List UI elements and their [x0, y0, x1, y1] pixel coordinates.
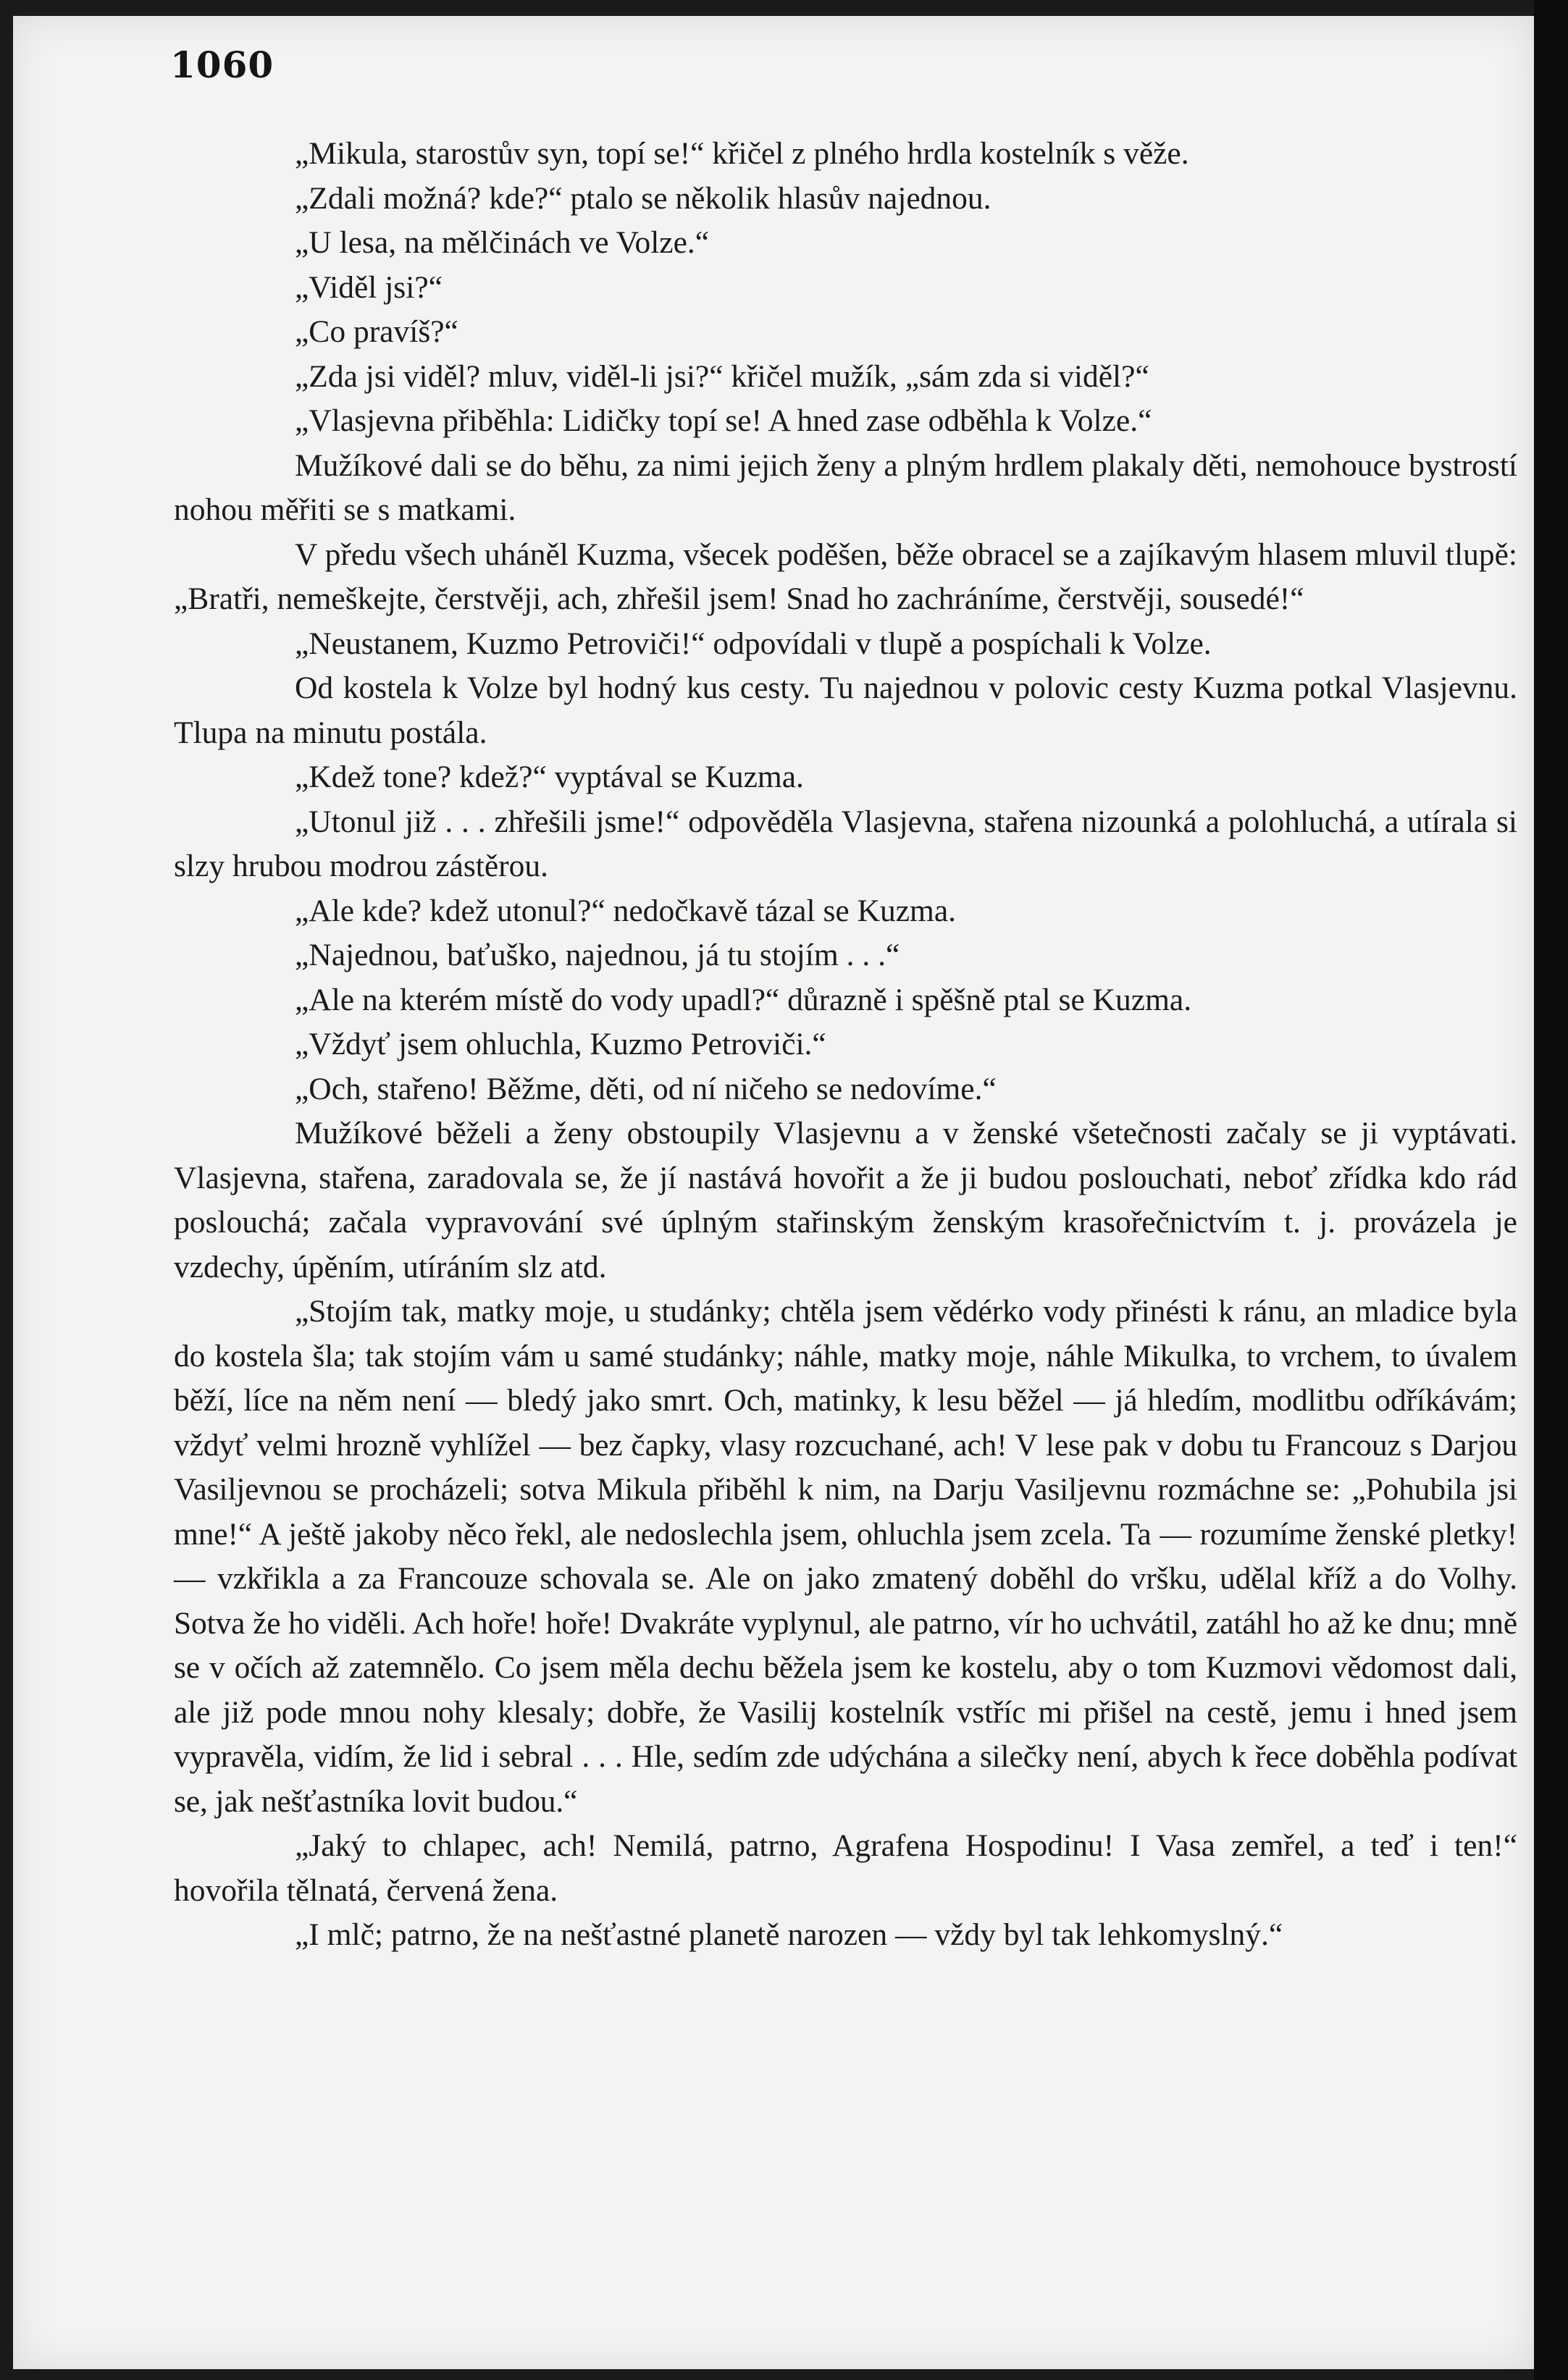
paragraph: „Najednou, baťuško, najednou, já tu stojím . . .“ — [295, 938, 900, 972]
body-text — [174, 132, 1517, 1958]
paragraph: „Och, stařeno! Běžme, děti, od ní ničeho se nedovíme.“ — [295, 1071, 997, 1106]
paragraph: „Vlasjevna přiběhla: Lidičky topí se! A hned zase odběhla k Volze.“ — [295, 403, 1152, 438]
paragraph: V předu všech uháněl Kuzma, všecek poděšen, běže obracel se a zajíkavým hlasem mluvil tlupě: „Bratři, nemeškejte, čerstvěji, ach, zhřešil jsem! Snad ho zachráníme, čerstvěji, sousedé!“ — [174, 537, 1517, 616]
book-page — [13, 16, 1534, 2369]
paragraph: „I mlč; patrno, že na nešťastné planetě narozen — vždy byl tak lehkomyslný.“ — [295, 1917, 1283, 1952]
paragraph: „Co pravíš?“ — [295, 314, 458, 349]
paragraph: „Jaký to chlapec, ach! Nemilá, patrno, Agrafena Hospodinu! I Vasa zemřel, a teď i ten!“ hovořila tělnatá, červená žena. — [174, 1828, 1517, 1908]
scan-edge-shadow — [1534, 0, 1568, 2380]
paragraph: Mužíkové běželi a ženy obstoupily Vlasjevnu a v ženské všetečnosti začaly se ji vyptávati. Vlasjevna, stařena, zaradovala se, že jí nastává hovořit a že ji budou poslouchati, neboť zřídka kdo rád poslouchá; začala vypravování své úplným stařinským ženským krasořečnictvím t. j. provázela je vzdechy, úpěním, utíráním slz atd. — [174, 1116, 1517, 1284]
paragraph: „Viděl jsi?“ — [295, 269, 443, 305]
paragraph: Od kostela k Volze byl hodný kus cesty. Tu najednou v polovic cesty Kuzma potkal Vlasjevnu. Tlupa na minutu postála. — [174, 670, 1517, 750]
paragraph: „Neustanem, Kuzmo Petroviči!“ odpovídali v tlupě a pospíchali k Volze. — [295, 626, 1212, 661]
paragraph: „Stojím tak, matky moje, u studánky; chtěla jsem vědérko vody přinésti k ránu, an mladice byla do kostela šla; tak stojím vám u samé studánky; náhle, matky moje, náhle Mikulka, to vrchem, to úvalem běží, líce na něm není — bledý jako smrt. Och, matinky, k lesu běžel — já hledím, modlitbu odříkávám; vždyť velmi hrozně vyhlížel — bez čapky, vlasy rozcuchané, ach! V lese pak v dobu tu Francouz s Darjou Vasiljevnou se procházeli; sotva Mikula přiběhl k nim, na Darju Vasiljevnu rozmáchne se: „Pohubila jsi mne!“ A ještě jakoby něco řekl, ale nedoslechla jsem, ohluchla jsem zcela. Ta — rozumíme ženské pletky! — vzkřikla a za Francouze schovala se. Ale on jako zmatený doběhl do vršku, udělal kříž a do Volhy. Sotva že ho viděli. Ach hoře! hoře! Dvakráte vyplynul, ale patrno, vír ho uchvátil, zatáhl ho až ke dnu; mně se v očích až zatemnělo. Co jsem měla dechu běžela jsem ke kostelu, aby o tom Kuzmovi vědomost dali, ale již pode mnou nohy klesaly; dobře, že Vasilij kostelník vstříc mi přišel na cestě, jemu i hned jsem vypravěla, vidím, že lid i sebral . . . Hle, sedím zde udýchána a silečky není, abych k řece doběhla podívat se, jak nešťastníka lovit budou.“ — [174, 1294, 1517, 1819]
paragraph: „Vždyť jsem ohluchla, Kuzmo Petroviči.“ — [295, 1027, 826, 1061]
paragraph: Mužíkové dali se do běhu, za nimi jejich ženy a plným hrdlem plakaly děti, nemohouce bystrostí nohou měřiti se s matkami. — [174, 447, 1517, 527]
paragraph: „Mikula, starostův syn, topí se!“ křičel z plného hrdla kostelník s věže. — [295, 136, 1189, 171]
paragraph: „Ale na kterém místě do vody upadl?“ důrazně i spěšně ptal se Kuzma. — [295, 982, 1192, 1017]
paragraph: „Utonul již . . . zhřešili jsme!“ odpověděla Vlasjevna, stařena nizounká a polohluchá, a utírala si slzy hrubou modrou zástěrou. — [174, 804, 1517, 883]
paragraph: „Kdež tone? kdež?“ vyptával se Kuzma. — [295, 760, 804, 794]
paragraph: „U lesa, na mělčinách ve Volze.“ — [295, 225, 710, 260]
page-number: 1060 — [170, 43, 274, 86]
paragraph: „Zdali možná? kde?“ ptalo se několik hlasův najednou. — [295, 180, 991, 216]
paragraph: „Ale kde? kdež utonul?“ nedočkavě tázal se Kuzma. — [295, 893, 957, 928]
paragraph: „Zda jsi viděl? mluv, viděl-li jsi?“ křičel mužík, „sám zda si viděl?“ — [295, 358, 1149, 394]
